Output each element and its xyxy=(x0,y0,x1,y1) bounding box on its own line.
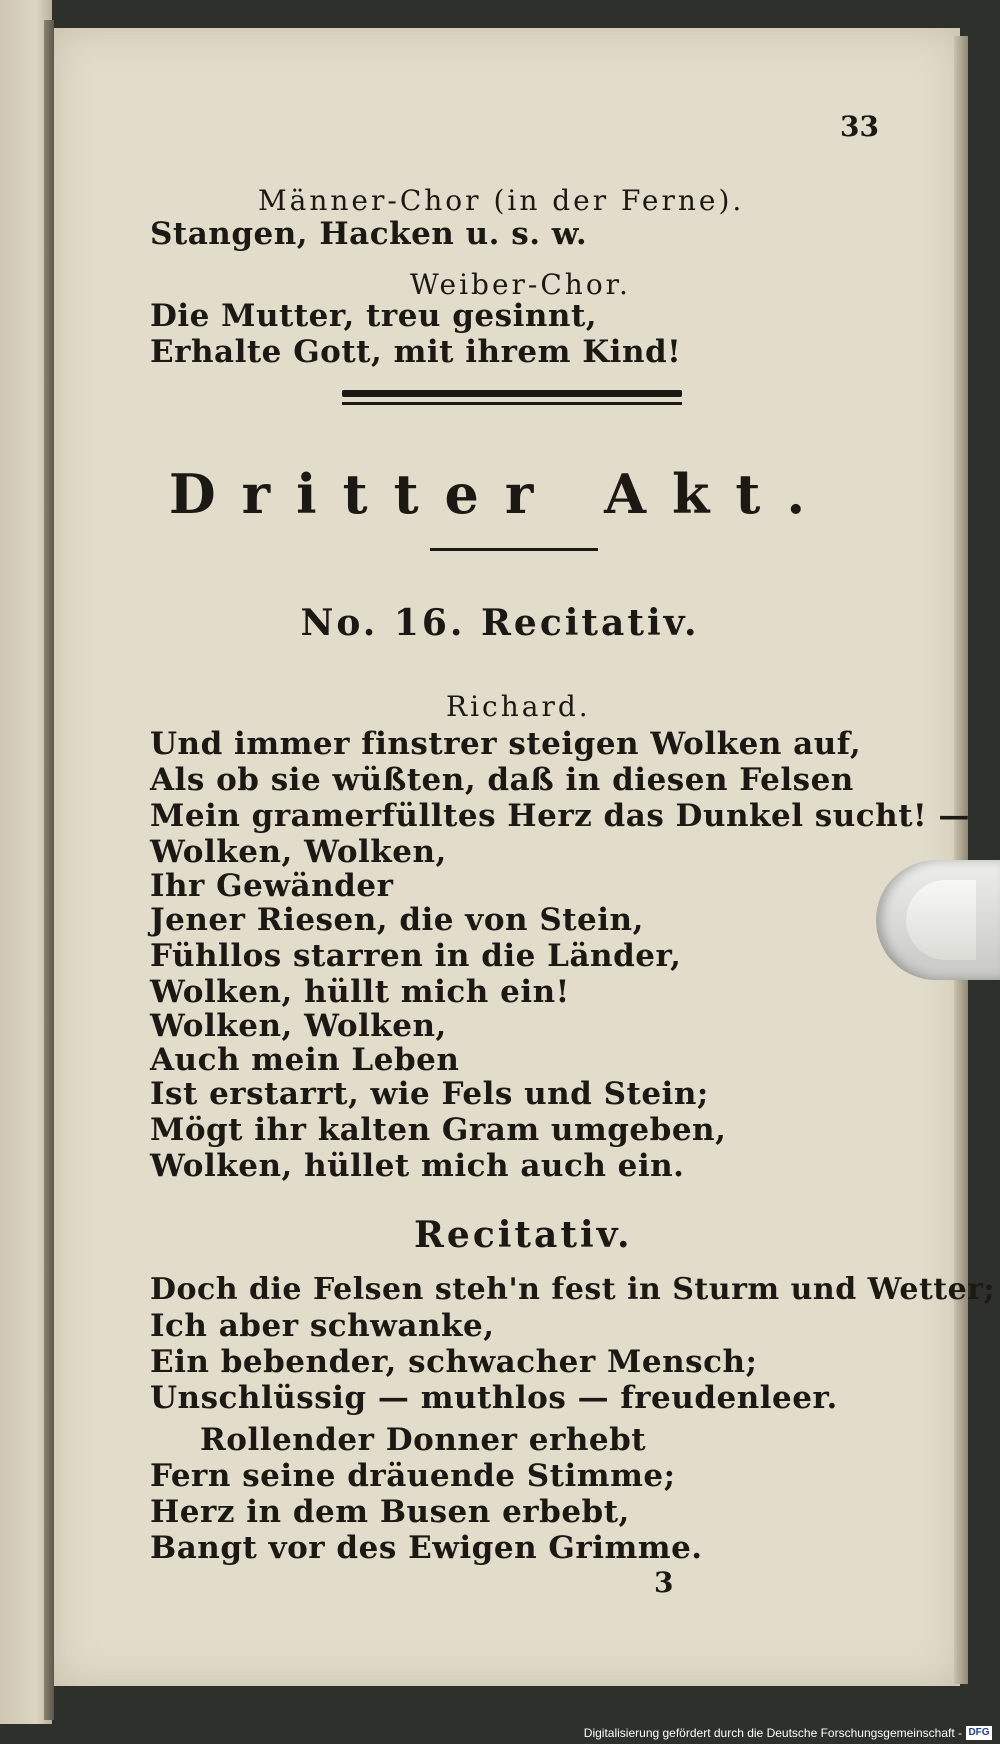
verse-line: Ist erstarrt, wie Fels und Stein; xyxy=(150,1076,709,1112)
verse-line: Und immer finstrer steigen Wolken auf, xyxy=(150,726,862,762)
chorus-header-women: Weiber-Chor. xyxy=(410,268,631,301)
verse-line: Mein gramerfülltes Herz das Dunkel sucht! — xyxy=(150,798,970,834)
verse-line: Ein bebender, schwacher Mensch; xyxy=(150,1344,758,1380)
verse-line: Jener Riesen, die von Stein, xyxy=(150,902,644,938)
verse-line: Ich aber schwanke, xyxy=(150,1308,495,1344)
verse-line: Bangt vor des Ewigen Grimme. xyxy=(150,1530,703,1566)
verse-line: Als ob sie wüßten, daß in diesen Felsen xyxy=(150,762,854,798)
digitization-credit: Digitalisierung gefördert durch die Deutsche Forschungsgemeinschaft - xyxy=(583,1726,962,1740)
double-rule-thick xyxy=(342,390,682,397)
verse-line: Rollender Donner erhebt xyxy=(200,1422,647,1458)
verse-line: Wolken, Wolken, xyxy=(150,834,447,870)
short-rule xyxy=(430,548,598,551)
verse-line: Ihr Gewänder xyxy=(150,868,394,904)
section-heading: Recitativ. xyxy=(414,1214,633,1256)
act-title: Dritter Akt. xyxy=(168,462,832,526)
verse-line: Erhalte Gott, mit ihrem Kind! xyxy=(150,334,682,370)
verse-line: Stangen, Hacken u. s. w. xyxy=(150,216,588,252)
dfg-logo: DFG xyxy=(966,1726,992,1740)
book-gutter xyxy=(44,20,54,1720)
page-clip-inner xyxy=(906,880,976,960)
verse-line: Auch mein Leben xyxy=(150,1042,460,1078)
verse-line: Fern seine dräuende Stimme; xyxy=(150,1458,676,1494)
verse-line: Wolken, Wolken, xyxy=(150,1008,447,1044)
verse-line: Doch die Felsen steh'n fest in Sturm und Wetter; xyxy=(150,1272,996,1307)
verse-line: Unschlüssig — muthlos — freudenleer. xyxy=(150,1380,838,1416)
chorus-header-men: Männer-Chor (in der Ferne). xyxy=(258,184,745,217)
verse-line: Mögt ihr kalten Gram umgeben, xyxy=(150,1112,727,1148)
signature-mark: 3 xyxy=(654,1566,674,1599)
speaker-name: Richard. xyxy=(446,690,591,723)
verse-line: Fühllos starren in die Länder, xyxy=(150,938,682,974)
double-rule-thin xyxy=(342,402,682,405)
verse-line: Herz in dem Busen erbebt, xyxy=(150,1494,630,1530)
verse-line: Wolken, hüllt mich ein! xyxy=(150,974,570,1010)
verse-line: Wolken, hüllet mich auch ein. xyxy=(150,1148,685,1184)
page-number: 33 xyxy=(840,110,879,143)
verse-line: Die Mutter, treu gesinnt, xyxy=(150,298,598,334)
number-title: No. 16. Recitativ. xyxy=(300,602,700,644)
